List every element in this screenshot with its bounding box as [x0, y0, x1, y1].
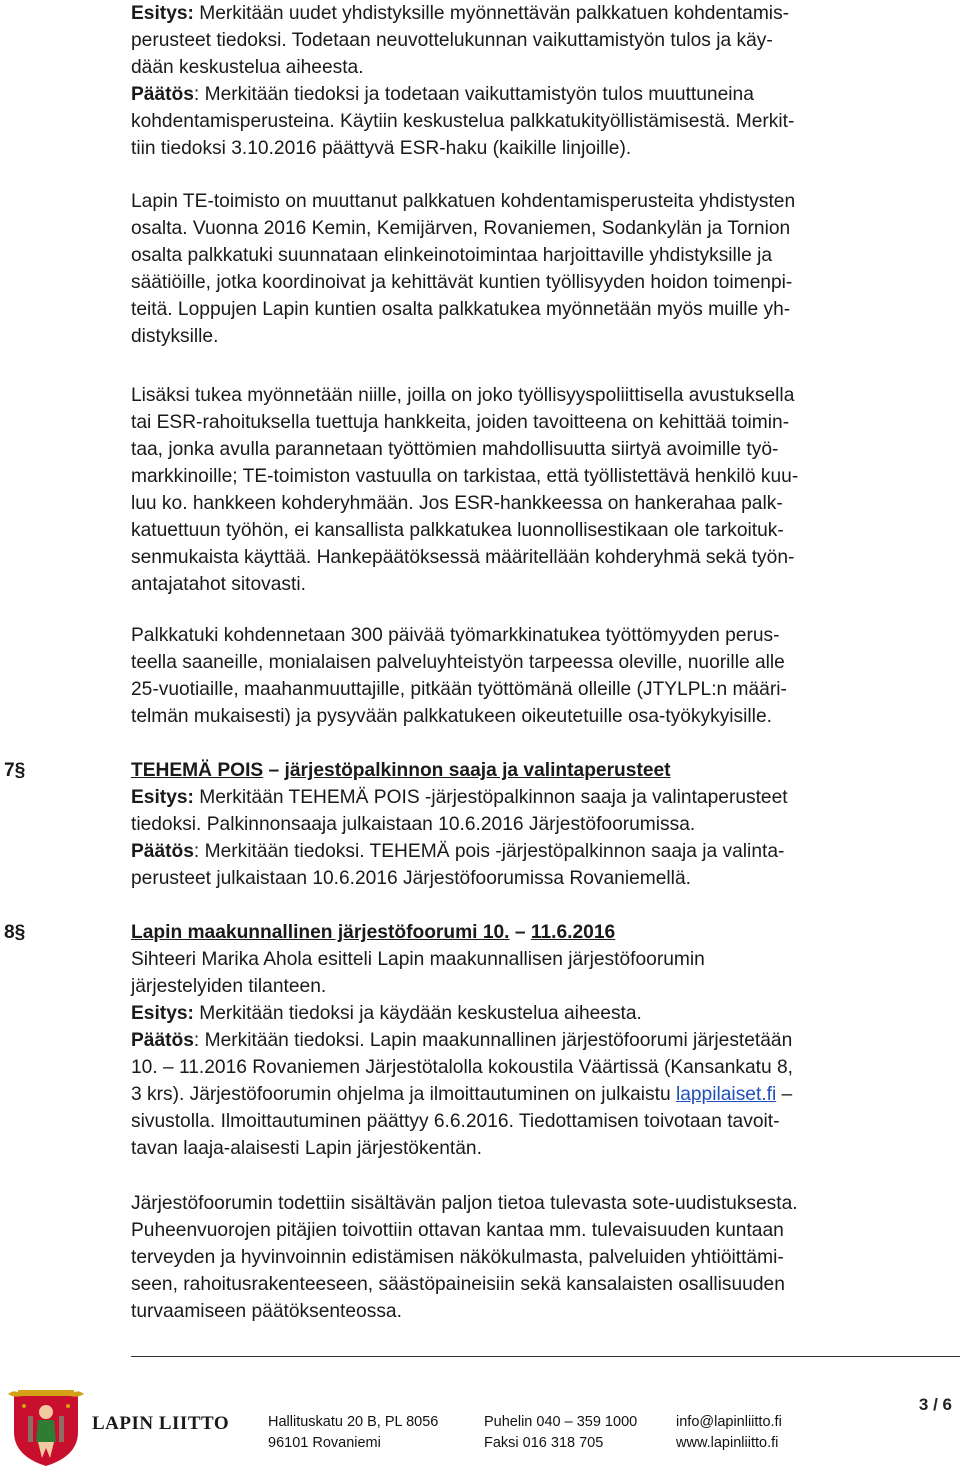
section-8-paatos: Päätös: Merkitään tiedoksi. Lapin maakunnallinen järjestöfoorumi järjestetään — [131, 1030, 793, 1051]
section-8-final-paragraph — [131, 1190, 946, 1325]
te-paragraph — [131, 188, 946, 350]
paragraph-line: markkinoille; TE-toimiston vastuulla on tarkistaa, että työllistettävä henkilö kuu- — [131, 466, 799, 487]
intro-line: dään keskustelua aiheesta. — [131, 57, 364, 78]
paragraph-line: teitä. Loppujen Lapin kuntien osalta palkkatukea myönnetään myös muille yh- — [131, 299, 791, 320]
intro-line: perusteet tiedoksi. Todetaan neuvottelukunnan vaikuttamistyön tulos ja käy- — [131, 30, 773, 51]
paragraph-line: distyksille. — [131, 326, 219, 347]
paragraph-line: osalta. Vuonna 2016 Kemin, Kemijärven, Rovaniemen, Sodankylän ja Tornion — [131, 218, 791, 239]
paragraph-line: järjestelyiden tilanteen. — [131, 976, 327, 997]
intro-line: tiin tiedoksi 3.10.2016 päättyvä ESR-haku (kaikille linjoille). — [131, 138, 632, 159]
page-number: 3 / 6 — [918, 1395, 952, 1414]
section-title: Lapin maakunnallinen järjestöfoorumi 10. – 11.6.2016 — [131, 922, 616, 943]
section-8-body — [131, 946, 946, 1162]
paragraph-line: luu ko. hankkeen kohderyhmään. Jos ESR-hankkeessa on hankerahaa palk- — [131, 493, 783, 514]
paragraph-line: teella saaneille, monialaisen palveluyhteistyön tarpeessa oleville, nuorille alle — [131, 652, 785, 673]
paragraph-line: sivustolla. Ilmoittautuminen päättyy 6.6.2016. Tiedottamisen toivotaan tavoit- — [131, 1111, 780, 1132]
section-7-paatos: Päätös: Merkitään tiedoksi. TEHEMÄ pois -järjestöpalkinnon saaja ja valinta- — [131, 841, 785, 862]
footer-contact — [676, 1412, 782, 1454]
palkkatuki-paragraph — [131, 622, 946, 730]
paragraph-line: Lapin TE-toimisto on muuttanut palkkatuen kohdentamisperusteita yhdistysten — [131, 191, 796, 212]
paragraph-line: säätiöille, jotka koordinoivat ja kehittävät kuntien työllisyyden hoidon toimenpi- — [131, 272, 793, 293]
section-number: 8§ — [4, 922, 26, 943]
paragraph-line: 3 krs). Järjestöfoorumin ohjelma ja ilmoittautuminen on julkaistu lappilaiset.fi – — [131, 1084, 793, 1105]
paragraph-line: senmukaista käyttää. Hankepäätöksessä määritellään kohderyhmä sekä työn- — [131, 547, 795, 568]
lappilaiset-link[interactable]: lappilaiset.fi — [675, 1084, 777, 1105]
footer-address — [268, 1412, 438, 1454]
section-7-esitys: Esitys: Merkitään TEHEMÄ POIS -järjestöpalkinnon saaja ja valintaperusteet — [131, 787, 788, 808]
paragraph-line: 25-vuotiaille, maahanmuuttajille, pitkään työttömänä olleille (JTYLPL:n määri- — [131, 679, 787, 700]
paragraph-line: katuettuun työhön, ei kansallista palkkatukea luonnollisestikaan ole tarkoituk- — [131, 520, 784, 541]
paragraph-line: Palkkatuki kohdennetaan 300 päivää työmarkkinatukea työttömyyden perus- — [131, 625, 780, 646]
address-line: 96101 Rovaniemi — [268, 1435, 381, 1451]
intro-line: kohdentamisperusteina. Käytiin keskustelua palkkatukityöllistämisestä. Merkit- — [131, 111, 795, 132]
footer-divider — [131, 1356, 960, 1357]
footer — [0, 1412, 960, 1464]
section-title: TEHEMÄ POIS – järjestöpalkinnon saaja ja valintaperusteet — [131, 760, 671, 781]
paragraph-line: terveyden ja hyvinvoinnin edistämisen näkökulmasta, palveluiden yhtiöittämi- — [131, 1247, 784, 1268]
paragraph-line: tai ESR-rahoituksella tuettuja hankkeita, joiden tavoitteena on kehittää toimin- — [131, 412, 790, 433]
intro-esitys: Esitys: Merkitään uudet yhdistyksille myönnettävän palkkatuen kohdentamis- — [131, 3, 790, 24]
paragraph-line: Puheenvuorojen pitäjien toivottiin ottavan kantaa mm. tulevaisuuden kuntaan — [131, 1220, 784, 1241]
paragraph-line: Järjestöfoorumin todettiin sisältävän paljon tietoa tulevasta sote-uudistuksesta. — [131, 1193, 798, 1214]
paragraph-line: perusteet julkaistaan 10.6.2016 Järjestöfoorumissa Rovaniemellä. — [131, 868, 691, 889]
paragraph-line: Lisäksi tukea myönnetään niille, joilla on joko työllisyyspoliittisella avustuksella — [131, 385, 795, 406]
section-number: 7§ — [4, 760, 26, 781]
paragraph-line: taa, jonka avulla parannetaan työttömien mahdollisuutta siirtyä avoimille työ- — [131, 439, 779, 460]
intro-paatos: Päätös: Merkitään tiedoksi ja todetaan vaikuttamistyön tulos muuttuneina — [131, 84, 754, 105]
phone-number: Puhelin 040 – 359 1000 — [484, 1414, 638, 1430]
fax-number: Faksi 016 318 705 — [484, 1435, 604, 1451]
paragraph-line: seen, rahoitusrakenteeseen, säästöpaineisiin sekä kansalaisten osallisuuden — [131, 1274, 785, 1295]
paragraph-line: turvaamiseen päätöksenteossa. — [131, 1301, 402, 1322]
paragraph-line: 10. – 11.2016 Rovaniemen Järjestötalolla kokoustila Väärtissä (Kansankatu 8, — [131, 1057, 794, 1078]
website-url[interactable]: www.lapinliitto.fi — [676, 1435, 779, 1451]
email-address[interactable]: info@lapinliitto.fi — [676, 1414, 782, 1430]
paragraph-line: osalta palkkatuki suunnataan elinkeinotoimintaa harjoittaville yhdistyksille ja — [131, 245, 773, 266]
paragraph-line: tavan laaja-alaisesti Lapin järjestökentän. — [131, 1138, 482, 1159]
lisaksi-paragraph — [131, 382, 946, 598]
section-8-esitys: Esitys: Merkitään tiedoksi ja käydään keskustelua aiheesta. — [131, 1003, 642, 1024]
section-7-body — [131, 784, 946, 892]
address-line: Hallituskatu 20 B, PL 8056 — [268, 1414, 439, 1430]
paragraph-line: telmän mukaisesti) ja pysyvään palkkatukeen oikeutetuille osa-työkykyisille. — [131, 706, 772, 727]
paragraph-line: antajatahot sitovasti. — [131, 574, 306, 595]
brand-name: LAPIN LIITTO — [92, 1413, 230, 1434]
footer-phone — [484, 1412, 637, 1454]
paragraph-line: tiedoksi. Palkinnonsaaja julkaistaan 10.6.2016 Järjestöfoorumissa. — [131, 814, 696, 835]
paragraph-line: Sihteeri Marika Ahola esitteli Lapin maakunnallisen järjestöfoorumin — [131, 949, 705, 970]
intro-block — [131, 0, 946, 162]
